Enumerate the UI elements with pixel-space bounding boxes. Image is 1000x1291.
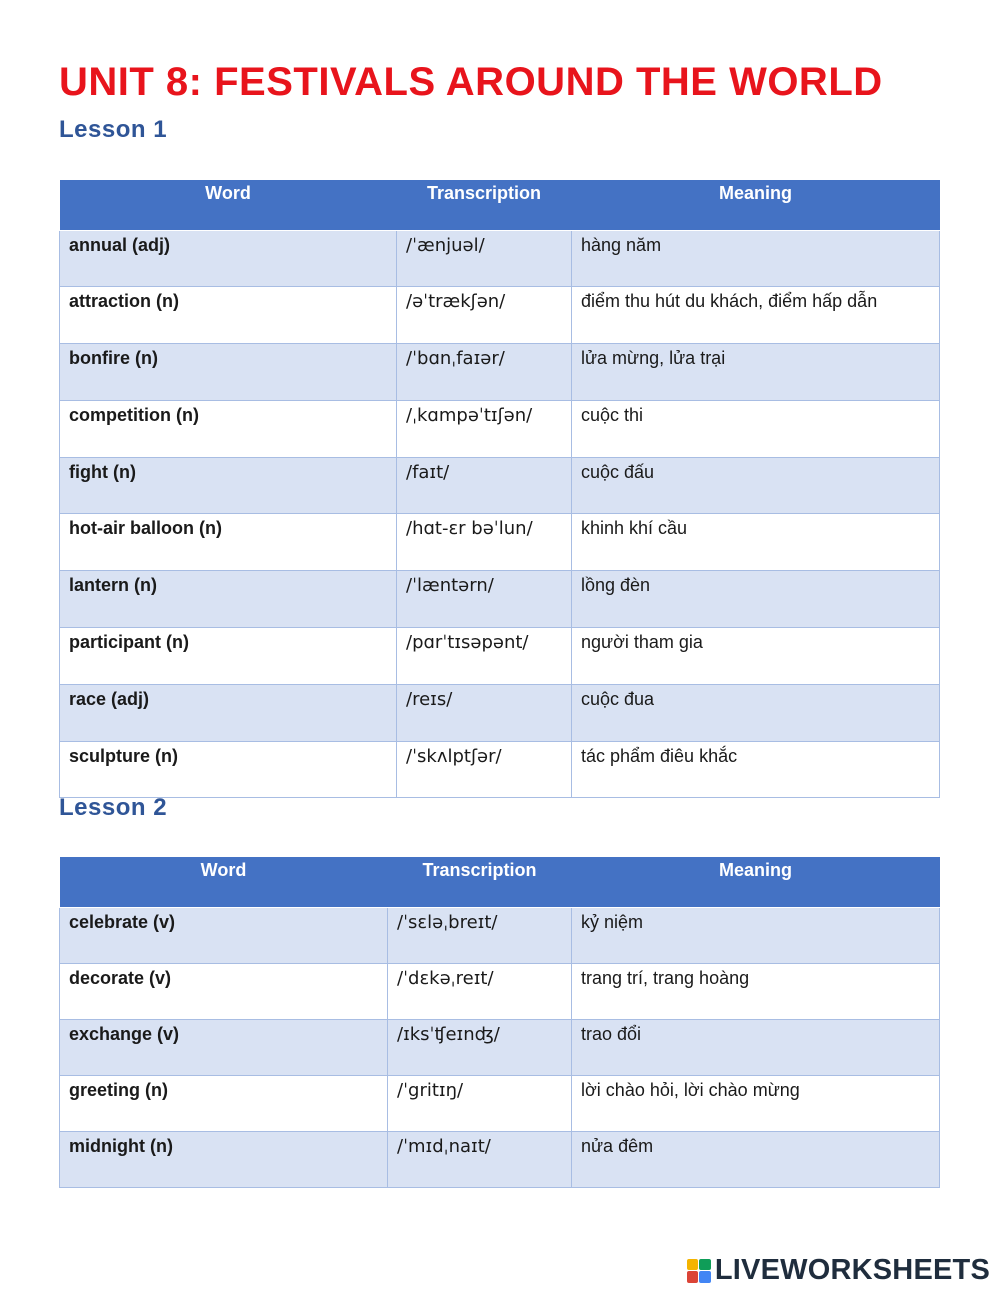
meaning-cell: cuộc thi (572, 400, 940, 457)
column-header-word: Word (60, 857, 388, 907)
table-row (60, 400, 940, 457)
logo-square-e (699, 1271, 711, 1283)
transcription-cell: /ˈdɛkəˌreɪt/ (388, 963, 572, 1019)
transcription-cell: /ˌkɑmpəˈtɪʃən/ (397, 400, 572, 457)
brand-name: LIVEWORKSHEETS (714, 1254, 990, 1286)
transcription-cell: /reɪs/ (397, 684, 572, 741)
meaning-cell: khinh khí cầu (572, 514, 940, 571)
meaning-cell: cuộc đấu (572, 457, 940, 514)
word-cell: midnight (n) (60, 1131, 388, 1187)
table-row (60, 963, 940, 1019)
meaning-cell: lời chào hỏi, lời chào mừng (572, 1075, 940, 1131)
table-row (60, 514, 940, 571)
transcription-cell: /ɪksˈʧeɪnʤ/ (388, 1019, 572, 1075)
transcription-cell: /əˈtrækʃən/ (397, 287, 572, 344)
table-row (60, 684, 940, 741)
liveworksheets-logo-icon (687, 1259, 711, 1283)
word-cell: race (adj) (60, 684, 397, 741)
logo-square-l (687, 1259, 699, 1271)
meaning-cell: trang trí, trang hoàng (572, 963, 940, 1019)
column-header-transcription: Transcription (397, 180, 572, 230)
transcription-cell: /ˈmɪdˌnaɪt/ (388, 1131, 572, 1187)
table-row (60, 230, 940, 287)
word-cell: fight (n) (60, 457, 397, 514)
page-title: UNIT 8: FESTIVALS AROUND THE WORLD (59, 60, 883, 104)
word-cell: hot-air balloon (n) (60, 514, 397, 571)
word-cell: bonfire (n) (60, 344, 397, 401)
transcription-cell: /ˈskʌlptʃər/ (397, 741, 572, 798)
transcription-cell: /faɪt/ (397, 457, 572, 514)
liveworksheets-brand[interactable] (687, 1254, 990, 1287)
table-row (60, 1075, 940, 1131)
meaning-cell: nửa đêm (572, 1131, 940, 1187)
lesson-1-table (59, 180, 940, 798)
word-cell: sculpture (n) (60, 741, 397, 798)
table-row (60, 571, 940, 628)
meaning-cell: hàng năm (572, 230, 940, 287)
table-row (60, 907, 940, 963)
logo-square-v (687, 1271, 699, 1283)
word-cell: participant (n) (60, 628, 397, 685)
column-header-meaning: Meaning (572, 180, 940, 230)
table-row (60, 1019, 940, 1075)
word-cell: annual (adj) (60, 230, 397, 287)
word-cell: decorate (v) (60, 963, 388, 1019)
transcription-cell: /hɑt-ɛr bəˈlun/ (397, 514, 572, 571)
table-row (60, 344, 940, 401)
meaning-cell: lồng đèn (572, 571, 940, 628)
meaning-cell: điểm thu hút du khách, điểm hấp dẫn (572, 287, 940, 344)
meaning-cell: kỷ niệm (572, 907, 940, 963)
transcription-cell: /pɑrˈtɪsəpənt/ (397, 628, 572, 685)
column-header-word: Word (60, 180, 397, 230)
column-header-meaning: Meaning (572, 857, 940, 907)
lesson-1-heading: Lesson 1 (59, 116, 168, 143)
word-cell: celebrate (v) (60, 907, 388, 963)
meaning-cell: người tham gia (572, 628, 940, 685)
transcription-cell: /ˈgritɪŋ/ (388, 1075, 572, 1131)
logo-square-i (699, 1259, 711, 1271)
meaning-cell: tác phẩm điêu khắc (572, 741, 940, 798)
transcription-cell: /ˈbɑnˌfaɪər/ (397, 344, 572, 401)
table-row (60, 628, 940, 685)
table-row (60, 741, 940, 798)
lesson-2-heading: Lesson 2 (59, 794, 168, 821)
word-cell: exchange (v) (60, 1019, 388, 1075)
table-row (60, 287, 940, 344)
word-cell: attraction (n) (60, 287, 397, 344)
table-row (60, 1131, 940, 1187)
transcription-cell: /ˈlæntərn/ (397, 571, 572, 628)
meaning-cell: lửa mừng, lửa trại (572, 344, 940, 401)
meaning-cell: trao đổi (572, 1019, 940, 1075)
word-cell: greeting (n) (60, 1075, 388, 1131)
transcription-cell: /ˈænjuəl/ (397, 230, 572, 287)
meaning-cell: cuộc đua (572, 684, 940, 741)
transcription-cell: /ˈsɛləˌbreɪt/ (388, 907, 572, 963)
word-cell: lantern (n) (60, 571, 397, 628)
lesson-2-table (59, 857, 940, 1188)
column-header-transcription: Transcription (388, 857, 572, 907)
word-cell: competition (n) (60, 400, 397, 457)
table-row (60, 457, 940, 514)
